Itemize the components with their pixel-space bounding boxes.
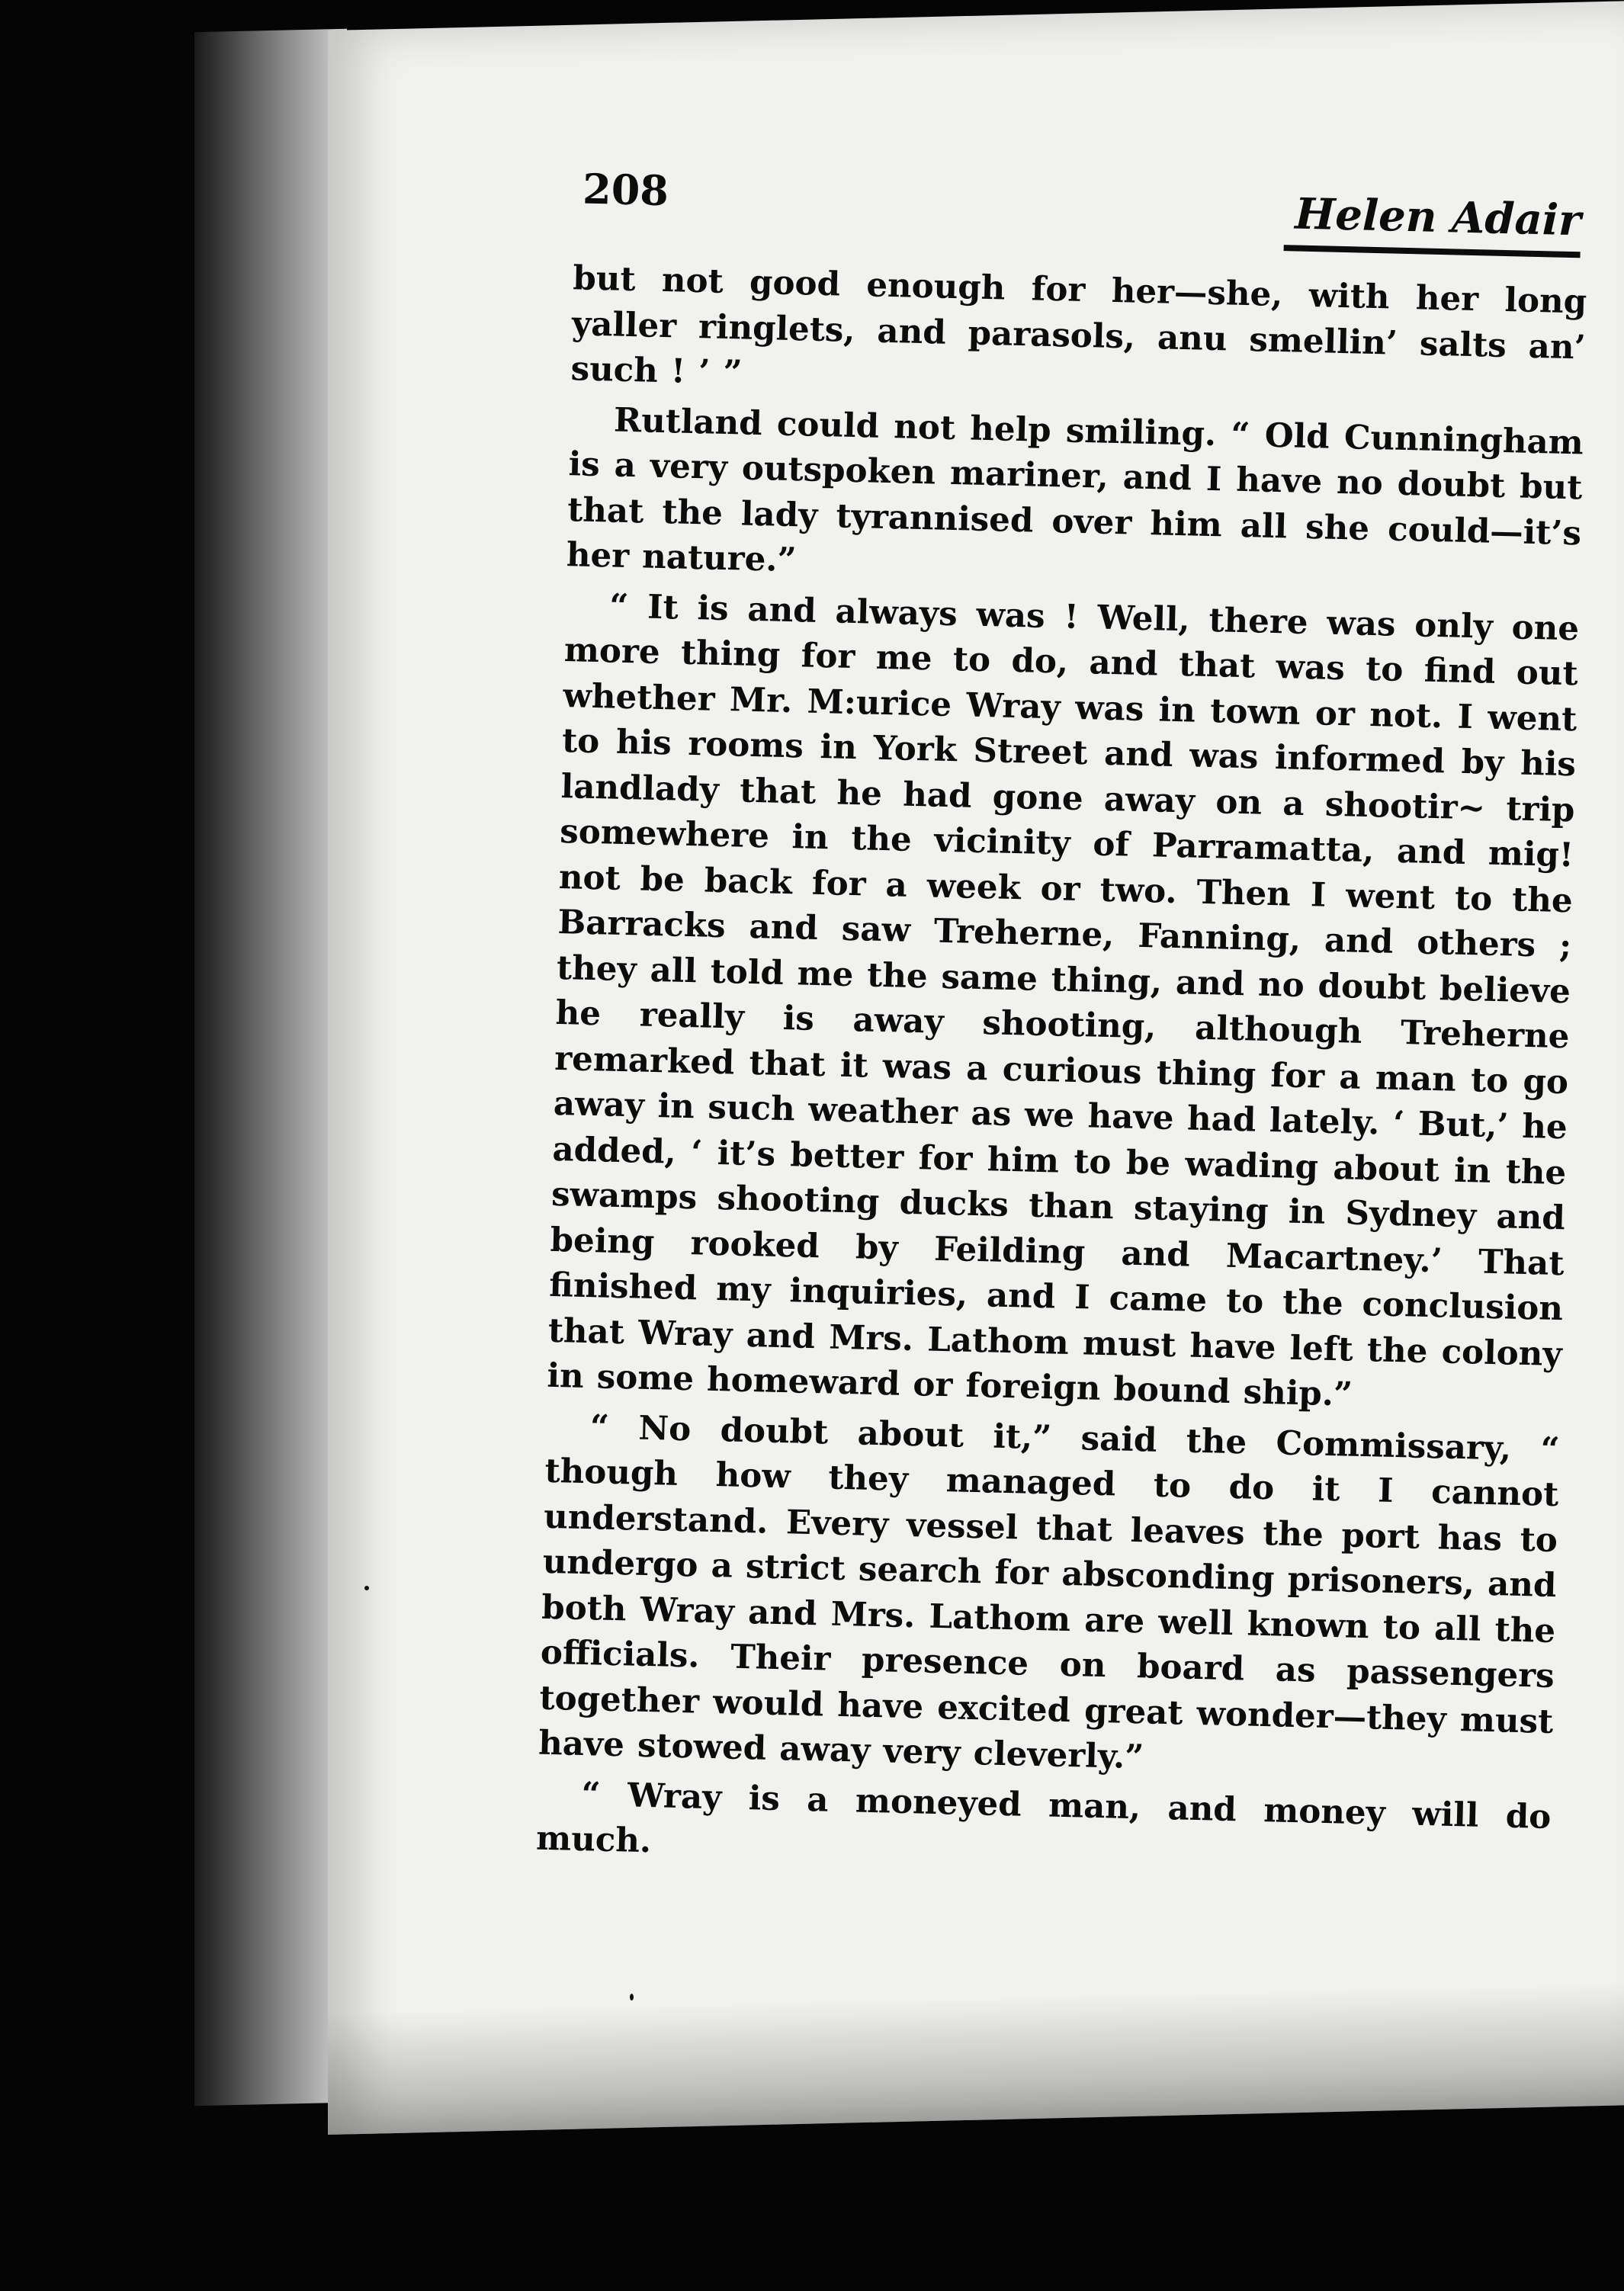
paragraph: “ Wray is a moneyed man, and money will do much. — [535, 1774, 1552, 1861]
paragraph: Rutland could not help smiling. “ Old Cunningham is a very outspoken mariner, and I have no doubt but that the lady tyrannised over him all she could—it’s her nature.” — [566, 400, 1584, 580]
paragraph: “ No doubt about it,” said the Commissary, “ though how they managed to do it I cannot understand. Every vessel that leaves the port has to undergo a strict search for absconding prisoners, and both Wray and Mrs. Lathom are well known to all the officials. Their presence on board as passengers together would have excited great wonder—they must have stowed away very cleverly.” — [538, 1407, 1561, 1777]
dust-speck — [364, 1586, 369, 1590]
book-binding-edge — [194, 29, 347, 2107]
paragraph: “ It is and always was ! Well, there was only one more thing for me to do, and that was to find out whether Mr. M:urice Wray was in town or not. I went to his rooms in York Street and was informed by his landlady that he had gone away on a shootir~ trip somewhere in the vicinity of Parramatta, and mig! not be back for a week or two. Then I went to the Barracks and saw Treherne, Fanning, and others ; they all told me the same thing, and no doubt believe he really is away shooting, although Treherne remarked that it was a curious thing for a man to go away in such weather as we have had lately. ‘ But,’ he added, ‘ it’s better for him to be wading about in the swamps shooting ducks than staying in Sydney and being rooked by Feilding and Macartney.’ That finished my inquiries, and I came to the conclusion that Wray and Mrs. Lathom must have left the colony in some homeward or foreign bound ship.” — [546, 586, 1580, 1414]
page-content — [528, 164, 1597, 1885]
paragraph: but not good enough for her—she, with her long yaller ringlets, and parasols, anu smellin’ salts an’ such ! ’ ” — [570, 258, 1587, 393]
page-shadow — [328, 1983, 1624, 2135]
page-number: 208 — [582, 164, 669, 216]
dust-speck — [630, 1994, 634, 2001]
running-head: Helen Adair — [1283, 188, 1581, 258]
